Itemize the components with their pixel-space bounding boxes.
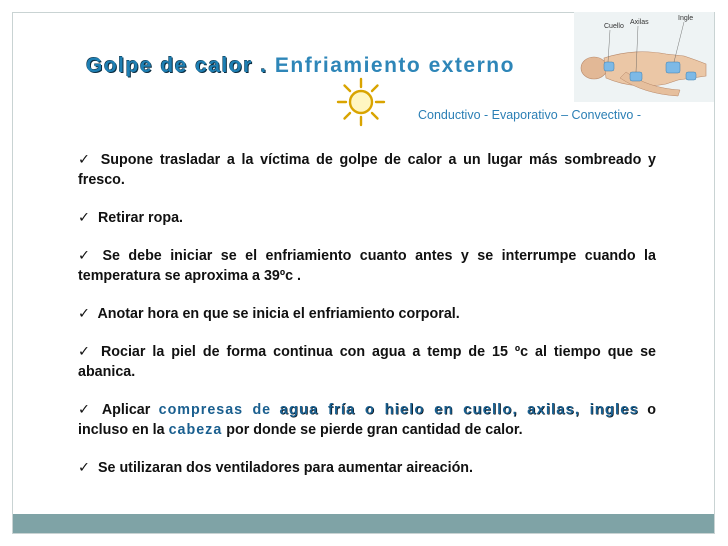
item-text-part: por donde se pierde gran cantidad de calor. <box>226 422 523 438</box>
check-icon: ✓ <box>78 306 90 322</box>
check-icon: ✓ <box>78 344 90 360</box>
list-item <box>78 208 656 228</box>
list-item <box>78 400 656 440</box>
list-item <box>78 150 656 190</box>
item-text: Anotar hora en que se inicia el enfriamiento corporal. <box>97 306 460 322</box>
title-sub: Enfriamiento externo <box>274 54 515 77</box>
check-icon: ✓ <box>78 210 90 226</box>
label-ingle: Ingle <box>678 15 694 22</box>
check-icon: ✓ <box>78 402 90 418</box>
item-text: Retirar ropa. <box>97 210 183 226</box>
item-text: Rociar la piel de forma continua con agua a temp de 15 ºc al tiempo que se abanica. <box>78 344 656 380</box>
label-cuello: Cuello <box>604 23 624 30</box>
slide-title <box>86 54 515 78</box>
item-text: Supone trasladar a la víctima de golpe de calor a un lugar más sombreado y fresco. <box>78 152 656 188</box>
cooling-methods-subtitle: Conductivo - Evaporativo – Convectivo - <box>418 108 642 122</box>
body-cooling-illustration <box>574 12 714 102</box>
list-item <box>78 458 656 478</box>
label-axilas: Axilas <box>630 19 649 26</box>
highlight-compresas: compresas de <box>158 402 272 418</box>
bullet-list <box>78 150 656 496</box>
title-main: Golpe de calor . <box>86 54 268 77</box>
list-item <box>78 342 656 382</box>
sun-icon <box>335 76 387 128</box>
highlight-cabeza: cabeza <box>168 422 223 438</box>
item-text: Se debe iniciar se el enfriamiento cuanto antes y se interrumpe cuando la temperatura se aproxima a 39ºc . <box>78 248 656 284</box>
check-icon: ✓ <box>78 152 90 168</box>
list-item <box>78 304 656 324</box>
bottom-bar <box>13 514 714 533</box>
list-item <box>78 246 656 286</box>
check-icon: ✓ <box>78 248 90 264</box>
check-icon: ✓ <box>78 460 90 476</box>
highlight-agua-fria: agua fría o hielo en cuello, axilas, ingles <box>279 401 639 418</box>
item-text: Se utilizaran dos ventiladores para aumentar aireación. <box>97 460 474 476</box>
item-text-part: Aplicar <box>101 402 151 418</box>
item-text-part: o incluso en la <box>78 402 656 438</box>
